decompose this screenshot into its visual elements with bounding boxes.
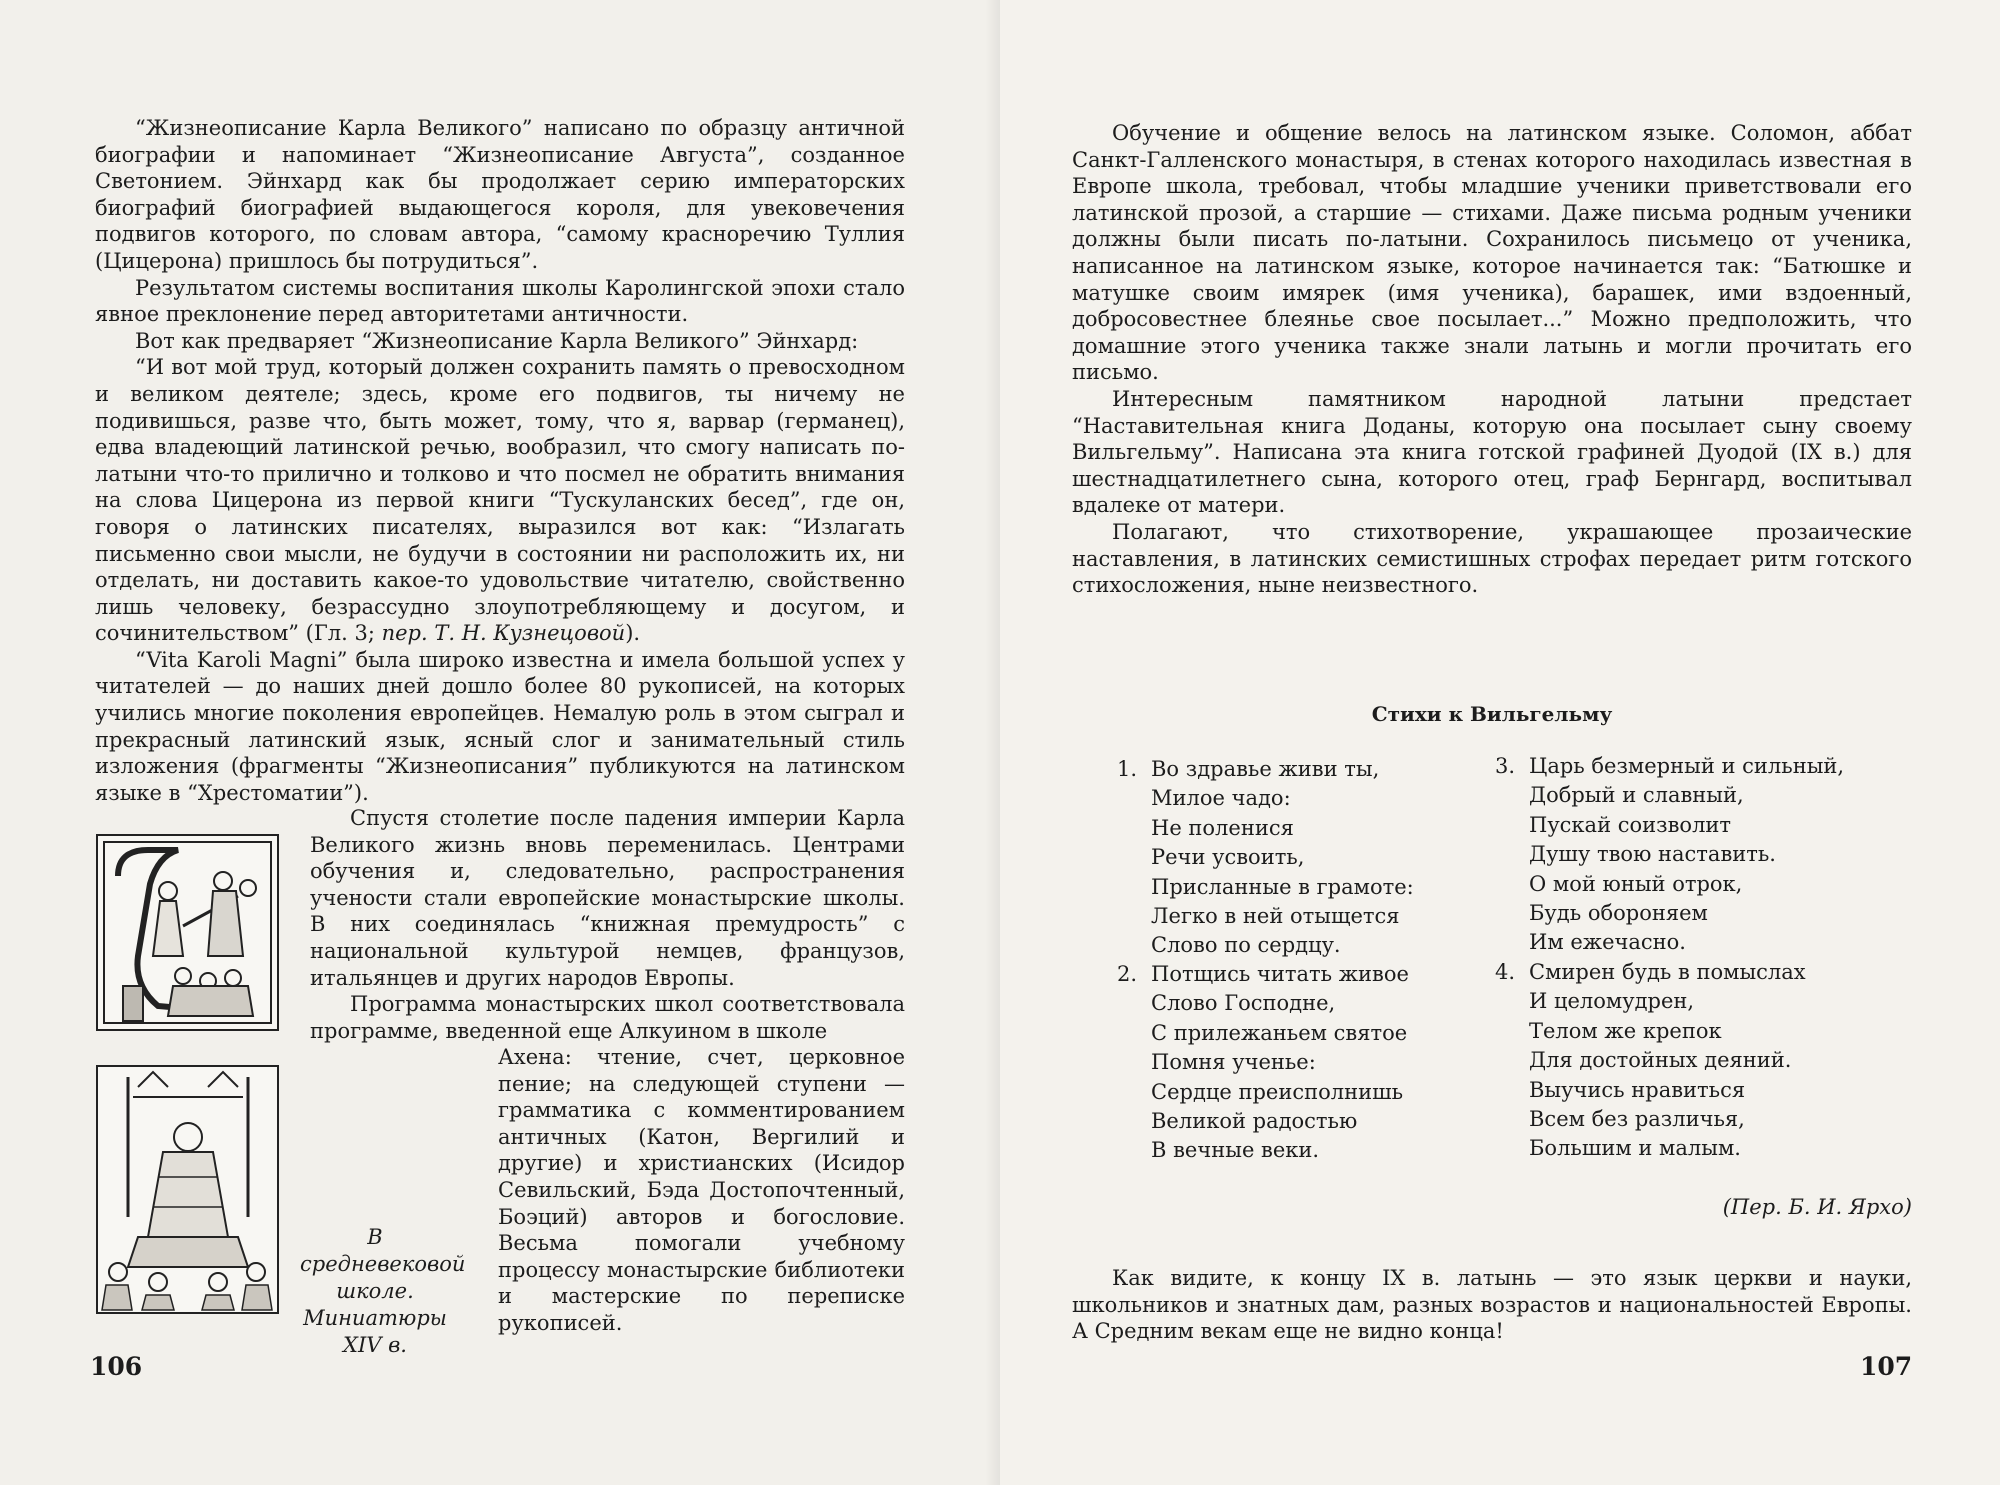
poem-stanza-1 (1117, 755, 1414, 961)
stanza-line: Большим и малым. (1529, 1136, 1741, 1161)
stanza-line: Великой радостью (1151, 1109, 1358, 1134)
paragraph: Вот как предваряет “Жизнеописание Карла Великого” Эйнхард: (135, 328, 859, 353)
left-body-text (95, 115, 905, 806)
paragraph: Программа монастырских школ соответствовала программе, введенной еще Алкуином в школе (310, 992, 905, 1043)
stanza-line-text: Во здравье живи ты, (1151, 757, 1380, 781)
stanza-line: С прилежаньем святое (1151, 1020, 1408, 1045)
stanza-line: Речи усвоить, (1151, 845, 1305, 870)
stanza-line-text: Потщись читать живое (1151, 962, 1409, 986)
left-narrow-text-continued (498, 1044, 905, 1337)
stanza-line: Слово Господне, (1151, 991, 1336, 1016)
stanza-line (1495, 752, 1844, 781)
page-number-left: 106 (90, 1352, 143, 1381)
stanza-line: Душу твою наставить. (1529, 842, 1776, 867)
paragraph: Как видите, к концу IX в. латынь — это язык церкви и науки, школьников и знатных дам, разных возрастов и национальностей Европы. А Средним векам еще не видно конца! (1072, 1266, 1912, 1344)
quote-translator: пер. Т. Н. Кузнецовой (381, 621, 626, 646)
stanza-line: В вечные веки. (1151, 1138, 1320, 1163)
paragraph: “Жизнеописание Карла Великого” написано по образцу античной биографии и напоминает “Жизнеописание Августа”, созданное Светонием. Эйнхард как бы продолжает серию императорских биографий биографией выдающегося короля, для увековечения подвигов которого, по словам автора, “самому красноречию Туллия (Цицерона) пришлось бы потрудиться”. (95, 116, 905, 273)
right-body-text (1072, 120, 1912, 599)
stanza-line-text: Смирен будь в помыслах (1529, 960, 1806, 984)
poem-stanza-2 (1117, 960, 1409, 1166)
right-closing-text (1072, 1265, 1912, 1345)
stanza-line: Присланные в грамоте: (1151, 874, 1414, 899)
quote-text: “И вот мой труд, который должен сохранить память о превосходном и великом деятеле; здесь, кроме его подвигов, ты ничему не подивишься, разве что, быть может, тому, что я, варвар (германец), едва владеющий латинской речью, вообразил, что смогу написать по-латыни что-то прилично и толково и что посмел не обратить внимания на слова Цицерона из первой книги “Тускуланских бесед”, где он, говоря о латинских писателях, выразился вот как: “Излагать письменно свои мысли, не будучи в состоянии ни расположить их, ни отделать, ни доставить какое-то удовольствие читателю, свойственно лишь человеку, безрассудно злоупотребляющему и досугом, и сочинительством” (Гл. 3; (95, 355, 905, 646)
stanza-line (1495, 958, 1806, 987)
stanza-line: Не поленися (1151, 815, 1294, 840)
enthroned-teacher-drawing (98, 1067, 277, 1312)
stanza-line: Пускай соизволит (1529, 812, 1732, 837)
stanza-line: Сердце преисполнишь (1151, 1079, 1404, 1104)
stanza-line: Милое чадо: (1151, 786, 1291, 811)
paragraph: Интересным памятником народной латыни предстает “Наставительная книга Доданы, которую она посылает сыну своему Вильгельму”. Написана эта книга готской графиней Дуодой (IX в.) для шестнадцатилетнего сына, которого отец, граф Бернгард, воспитывал вдалеке от матери. (1072, 386, 1912, 518)
stanza-line (1117, 755, 1414, 784)
stanza-line: Будь обороняем (1529, 901, 1708, 926)
paragraph: Спустя столетие после падения империи Карла Великого жизнь вновь переменилась. Центрами обучения и, следовательно, распространения учености стали европейские монастырские школы. В них соединялась “книжная премудрость” с национальной культурой немцев, французов, итальянцев и других народов Европы. (310, 806, 905, 990)
stanza-number: 4. (1495, 960, 1516, 984)
poem-title: Стихи к Вильгельму (1371, 702, 1613, 726)
stanza-line: Слово по сердцу. (1151, 933, 1341, 958)
quote-paragraph (95, 354, 905, 647)
stanza-line (1117, 960, 1409, 989)
stanza-line: Телом же крепок (1529, 1018, 1722, 1043)
stanza-number: 2. (1117, 962, 1138, 986)
stanza-line: Для достойных деяний. (1529, 1048, 1792, 1073)
stanza-line: Легко в ней отыщется (1151, 904, 1400, 929)
illustration-caption: В средневековой школе. Миниатюры XIV в. (300, 1225, 466, 1357)
stanza-line: Выучись нравиться (1529, 1077, 1746, 1102)
stanza-line: Помня ученье: (1151, 1050, 1316, 1075)
paragraph: Полагают, что стихотворение, украшающее прозаические наставления, в латинских семистишных строфах передает ритм готского стихосложения, ныне неизвестного. (1072, 519, 1912, 598)
poem-stanza-4 (1495, 958, 1806, 1164)
stanza-line: Им ежечасно. (1529, 930, 1686, 955)
poem-translator-credit: (Пер. Б. И. Ярхо) (1722, 1195, 1912, 1219)
teacher-and-students-drawing (98, 836, 277, 1029)
quote-end: ). (625, 621, 641, 646)
stanza-line: И целомудрен, (1529, 989, 1695, 1014)
stanza-number: 3. (1495, 754, 1516, 778)
stanza-line: Всем без различья, (1529, 1107, 1745, 1132)
paragraph: Результатом системы воспитания школы Каролингской эпохи стало явное преклонение перед авторитетами античности. (95, 275, 905, 327)
paragraph: Обучение и общение велось на латинском языке. Соломон, аббат Санкт-Галленского монастыря, в стенах которого находилась известная в Европе школа, требовал, чтобы младшие ученики приветствовали его латинской прозой, а старшие — стихами. Даже письма родным ученики должны были писать по-латыни. Сохранилось письмецо от ученика, написанное на латинском языке, которое начинается так: “Батюшке и матушке своим имярек (имя ученика), барашек, ими вздоенный, добросовестнее блеянье свое посылает...” Можно предположить, что домашние этого ученика также знали латынь и могли прочитать его письмо. (1072, 121, 1912, 385)
miniature-illustration-2 (96, 1065, 279, 1314)
paragraph-continuation: Ахена: чтение, счет, церковное пение; на следующей ступени — грамматика с комментированием античных (Катон, Вергилий и другие) и христианских (Исидор Севильский, Бэда Достопочтенный, Боэций) авторов и богословие. Весьма помогали учебному процессу монастырские библиотеки и мастерские по переписке рукописей. (498, 1045, 905, 1335)
paragraph: “Vita Karoli Magni” была широко известна и имела большой успех у читателей — до наших дней дошло более 80 рукописей, на которых учились многие поколения европейцев. Немалую роль в этом сыграл и прекрасный латинский язык, ясный слог и занимательный стиль изложения (фрагменты “Жизнеописания” публикуются на латинском языке в “Хрестоматии”). (95, 647, 905, 805)
miniature-illustration-1 (96, 834, 279, 1031)
stanza-number: 1. (1117, 757, 1138, 781)
poem-stanza-3 (1495, 752, 1844, 958)
page-number-right: 107 (1860, 1352, 1913, 1381)
stanza-line-text: Царь безмерный и сильный, (1529, 754, 1845, 778)
stanza-line: Добрый и славный, (1529, 783, 1744, 808)
left-narrow-text (310, 805, 905, 1044)
stanza-line: О мой юный отрок, (1529, 871, 1743, 896)
